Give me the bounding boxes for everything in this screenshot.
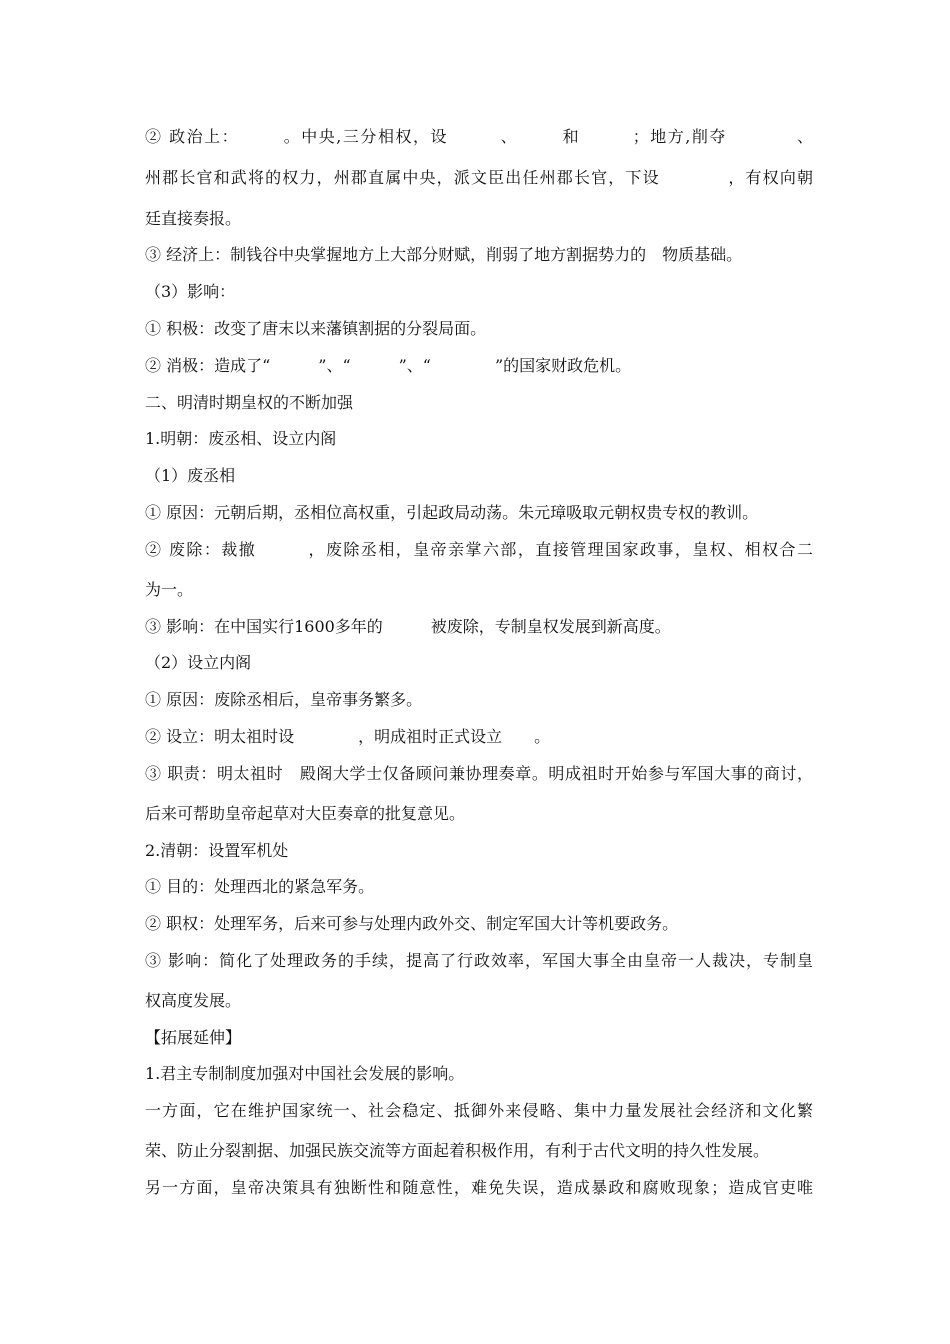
text-line-cabinet-heading: （2）设立内阁 xyxy=(145,653,252,672)
text-line-qing-influence-cont: 权高度发展。 xyxy=(145,991,242,1010)
text-line-politics: ② 政治上： 。中央,三分相权，设 、 和 ；地方,削夺 、 xyxy=(145,127,813,146)
text-line-purpose: ① 目的：处理西北的紧急军务。 xyxy=(145,877,375,896)
text-line-unify: 为一。 xyxy=(145,580,194,599)
text-line-abolish-influence: ③ 影响：在中国实行1600多年的 被废除，专制皇权发展到新高度。 xyxy=(145,617,671,636)
text-line-other-hand: 另一方面，皇帝决策具有独断性和随意性，难免失误，造成暴政和腐败现象；造成官吏唯 xyxy=(145,1178,813,1197)
text-line-extension-title: 1.君主专制制度加强对中国社会发展的影响。 xyxy=(145,1064,465,1083)
text-line-cabinet-reason: ① 原因：废除丞相后，皇帝事务繁多。 xyxy=(145,690,423,709)
text-line-abolish: ② 废除：裁撤 ，废除丞相，皇帝亲掌六部，直接管理国家政事，皇权、相权合二 xyxy=(145,540,813,559)
text-line-duty: ③ 职责：明太祖时 殿阁大学士仅备顾问兼协理奏章。明成祖时开始参与军国大事的商讨， xyxy=(145,764,813,783)
text-line-abolish-heading: （1）废丞相 xyxy=(145,466,236,485)
text-line-duty-cont: 后来可帮助皇帝起草对大臣奏章的批复意见。 xyxy=(145,804,466,823)
text-line-court: 廷直接奏报。 xyxy=(145,209,242,228)
text-line-negative: ② 消极：造成了“ ”、“ ”、“ ”的国家财政危机。 xyxy=(145,356,632,375)
text-line-one-hand-cont: 荣、防止分裂割据、加强民族交流等方面起着积极作用，有利于古代文明的持久性发展。 xyxy=(145,1141,770,1160)
section-heading-extension: 【拓展延伸】 xyxy=(145,1028,242,1047)
text-line-power: ② 职权：处理军务，后来可参与处理内政外交、制定军国大计等机要政务。 xyxy=(145,914,679,933)
text-line-positive: ① 积极：改变了唐末以来藩镇割据的分裂局面。 xyxy=(145,319,487,338)
text-line-influence-heading: （3）影响： xyxy=(145,282,236,301)
text-line-cabinet-setup: ② 设立：明太祖时设 ，明成祖时正式设立 。 xyxy=(145,727,551,746)
text-line-economy: ③ 经济上：制钱谷中央掌握地方上大部分财赋，削弱了地方割据势力的 物质基础。 xyxy=(145,245,743,264)
text-line-ming-heading: 1.明朝：废丞相、设立内阁 xyxy=(145,429,337,448)
text-line-reason: ① 原因：元朝后期，丞相位高权重，引起政局动荡。朱元璋吸取元朝权贵专权的教训。 xyxy=(145,503,759,522)
text-line-one-hand: 一方面，它在维护国家统一、社会稳定、抵御外来侵略、集中力量发展社会经济和文化繁 xyxy=(145,1101,813,1120)
text-line-qing-heading: 2.清朝：设置军机处 xyxy=(145,841,289,860)
text-line-qing-influence: ③ 影响：简化了处理政务的手续，提高了行政效率，军国大事全由皇帝一人裁决，专制皇 xyxy=(145,951,813,970)
section-heading-ming-qing: 二、明清时期皇权的不断加强 xyxy=(145,393,354,412)
text-line-prefecture: 州郡长官和武将的权力，州郡直属中央，派文臣出任州郡长官，下设 ，有权向朝 xyxy=(145,168,813,187)
